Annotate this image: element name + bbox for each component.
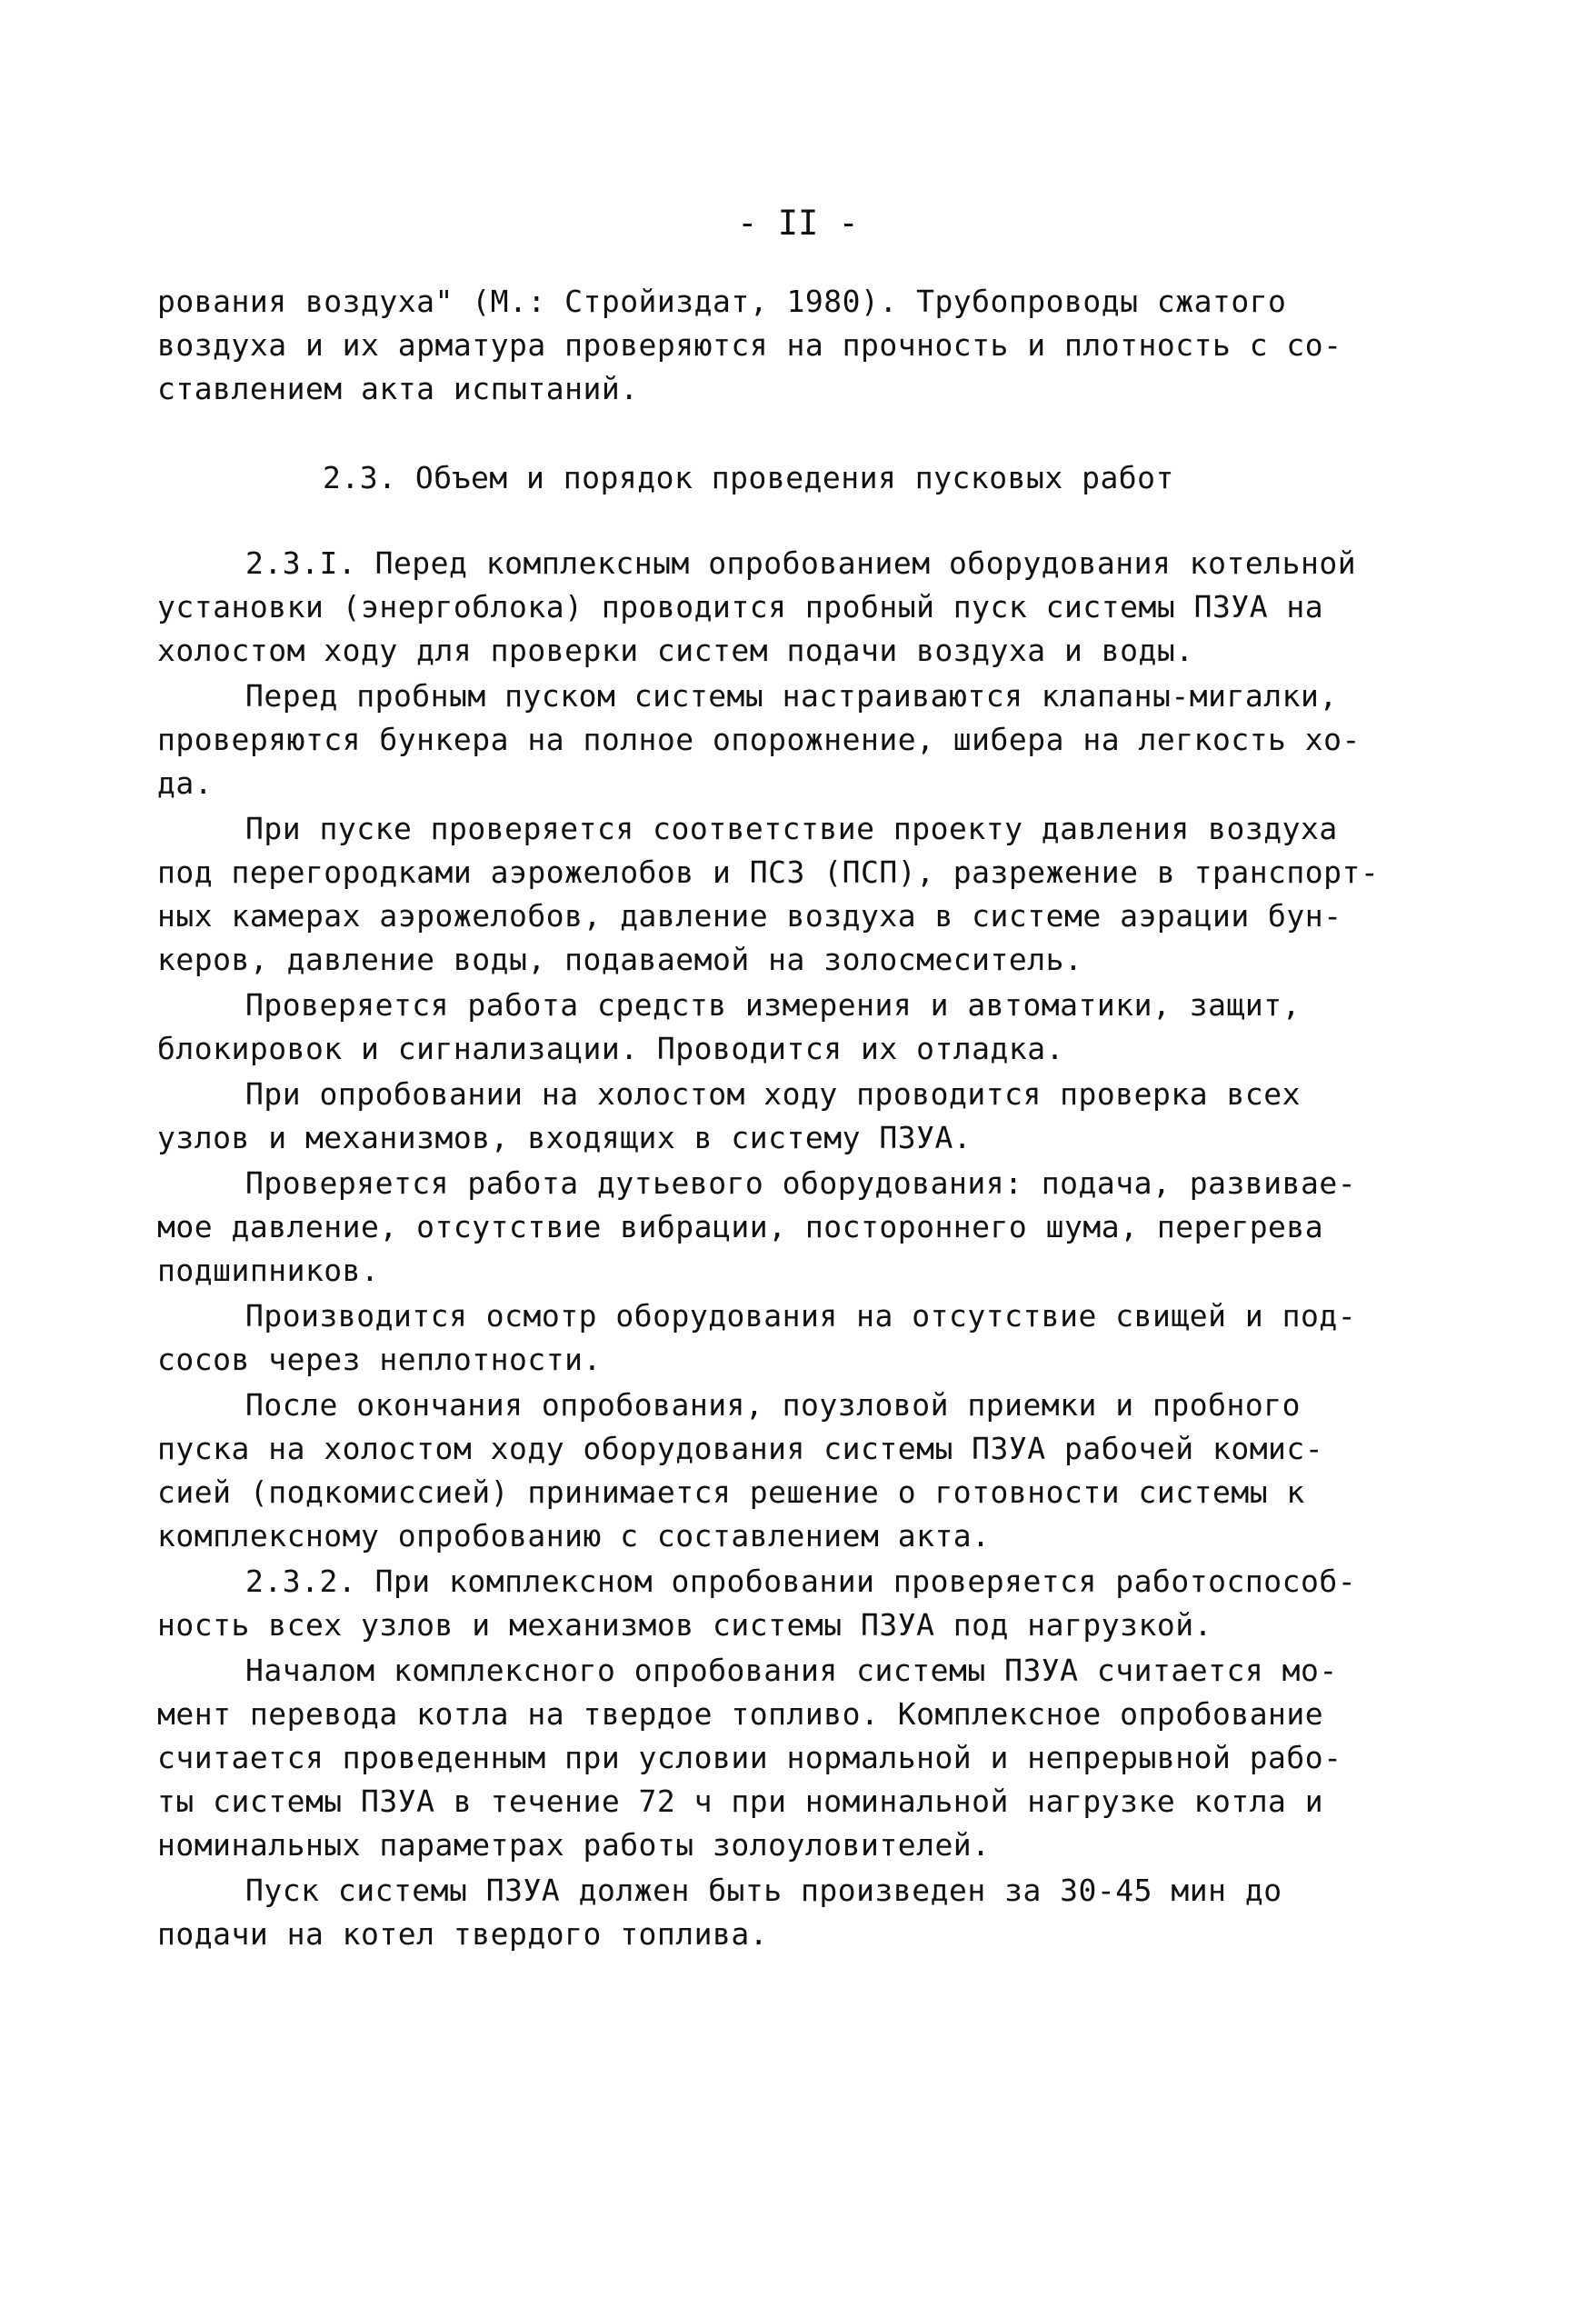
text-line: При пуске проверяется соответствие проекту давления воздуха — [245, 811, 1338, 846]
text-line: 2.3.2. При комплексном опробовании проверяется работоспособ- — [245, 1564, 1357, 1599]
text-line: комплексному опробованию с составлением акта. — [157, 1518, 991, 1554]
text-line: пуска на холостом ходу оборудования системы ПЗУА рабочей комис- — [157, 1431, 1324, 1466]
text-line: номинальных параметрах работы золоуловителей. — [157, 1827, 991, 1863]
text-line: мент перевода котла на твердое топливо. Комплексное опробование — [157, 1696, 1324, 1732]
text-line: рования воздуха" (М.: Стройиздат, 1980). Трубопроводы сжатого — [157, 284, 1287, 319]
text-line: ставлением акта испытаний. — [157, 371, 639, 406]
text-line: ность всех узлов и механизмов системы ПЗУА под нагрузкой. — [157, 1607, 1212, 1643]
text-line: холостом ходу для проверки систем подачи воздуха и воды. — [157, 633, 1194, 668]
text-line: Началом комплексного опробования системы ПЗУА считается мо- — [245, 1653, 1338, 1688]
text-line: блокировок и сигнализации. Проводится их отладка. — [157, 1031, 1065, 1066]
text-line: При опробовании на холостом ходу проводится проверка всех — [245, 1076, 1301, 1112]
text-line: узлов и механизмов, входящих в систему ПЗУА. — [157, 1120, 973, 1155]
text-line: Производится осмотр оборудования на отсутствие свищей и под- — [245, 1298, 1357, 1334]
page-number: - II - — [737, 204, 859, 243]
text-line: под перегородками аэрожелобов и ПСЗ (ПСП), разрежение в транспорт- — [157, 854, 1380, 890]
text-line: ты системы ПЗУА в течение 72 ч при номинальной нагрузке котла и — [157, 1783, 1324, 1819]
text-line: Проверяется работа дутьевого оборудования: подача, развивае- — [245, 1165, 1357, 1201]
text-line: проверяются бункера на полное опорожнение, шибера на легкость хо- — [157, 722, 1361, 757]
text-line: да. — [157, 765, 214, 801]
text-line: После окончания опробования, поузловой приемки и пробного — [245, 1387, 1301, 1423]
text-line: считается проведенным при условии нормальной и непрерывной рабо- — [157, 1740, 1342, 1775]
text-line: подачи на котел твердого топлива. — [157, 1916, 769, 1952]
text-line: Перед пробным пуском системы настраиваются клапаны-мигалки, — [245, 678, 1338, 714]
text-line: керов, давление воды, подаваемой на золосмеситель. — [157, 942, 1083, 977]
text-line: подшипников. — [157, 1253, 380, 1288]
text-line: установки (энергоблока) проводится пробный пуск системы ПЗУА на — [157, 589, 1324, 624]
text-line: сосов через неплотности. — [157, 1342, 602, 1377]
text-line: Пуск системы ПЗУА должен быть произведен за 30-45 мин до — [245, 1873, 1282, 1908]
text-line: воздуха и их арматура проверяются на прочность и плотность с со- — [157, 327, 1342, 363]
text-line: ных камерах аэрожелобов, давление воздуха в системе аэрации бун- — [157, 898, 1342, 934]
section-heading: 2.3. Объем и порядок проведения пусковых работ — [323, 460, 1174, 495]
text-line: сией (подкомиссией) принимается решение о готовности системы к — [157, 1474, 1305, 1510]
text-line: Проверяется работа средств измерения и автоматики, защит, — [245, 987, 1301, 1023]
text-line: 2.3.I. Перед комплексным опробованием оборудования котельной — [245, 545, 1357, 581]
text-line: мое давление, отсутствие вибрации, постороннего шума, перегрева — [157, 1209, 1324, 1244]
